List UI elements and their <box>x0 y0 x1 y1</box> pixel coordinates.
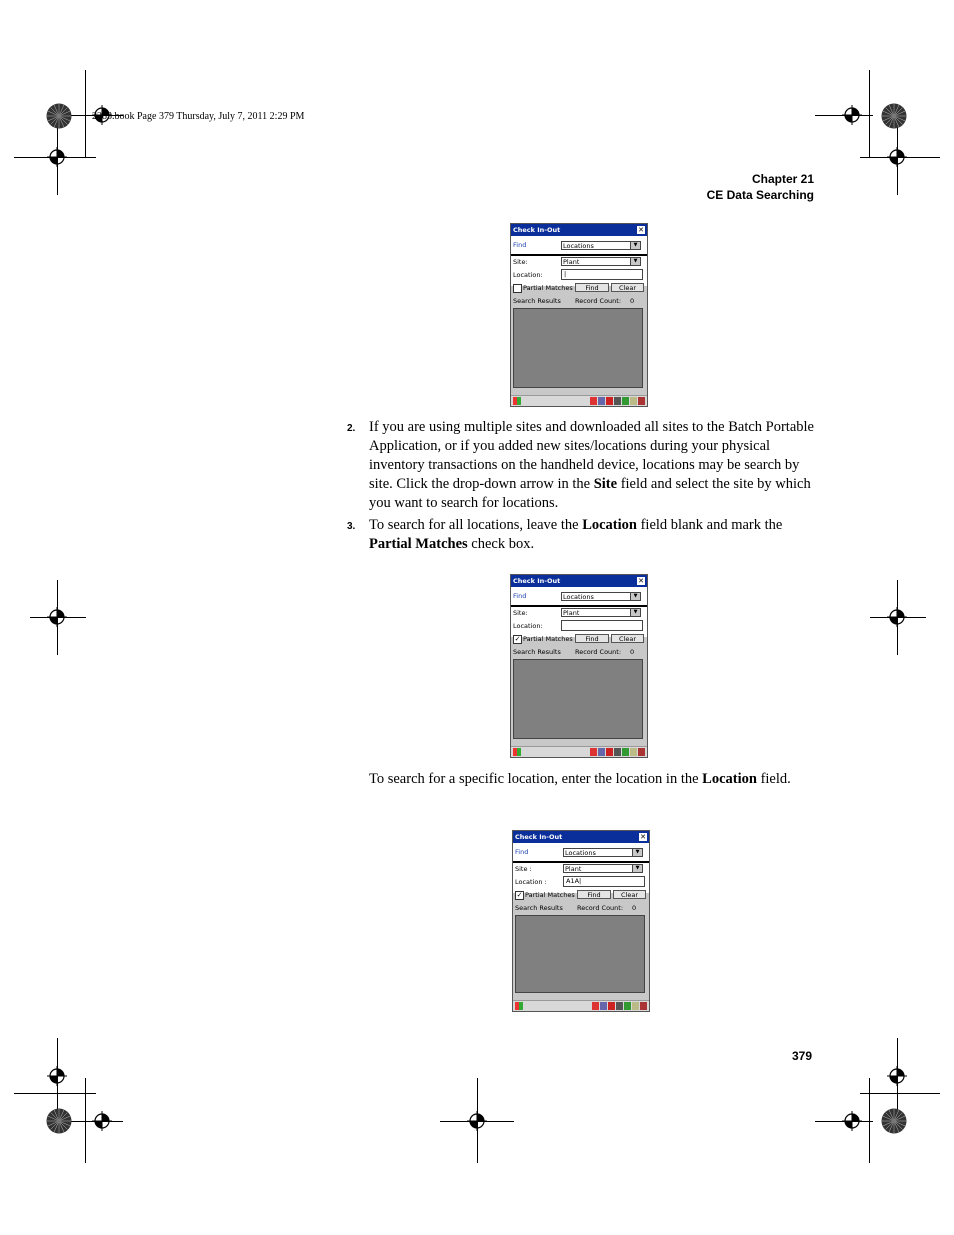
location-field[interactable]: A1A| <box>563 876 645 887</box>
partial-matches-checkbox[interactable]: ✓ <box>516 891 523 899</box>
window-title: Check In-Out <box>513 577 561 585</box>
site-label: Site: <box>513 258 528 266</box>
status-icon[interactable] <box>624 1002 631 1010</box>
find-label: Find <box>513 241 527 249</box>
site-dropdown[interactable]: Plant ▼ <box>561 257 641 266</box>
find-button[interactable]: Find <box>575 634 609 643</box>
bold-term: Location <box>702 771 757 787</box>
registration-mark-icon <box>887 147 907 167</box>
window-titlebar <box>513 831 649 843</box>
sync-icon[interactable] <box>614 397 621 405</box>
location-label: Location: <box>513 622 543 630</box>
record-count-value: 0 <box>630 297 635 305</box>
close-icon[interactable]: ✕ <box>638 226 644 234</box>
registration-mark-icon <box>887 607 907 627</box>
location-field[interactable]: | <box>561 269 643 280</box>
device-screenshot <box>512 830 650 1012</box>
signal-icon[interactable] <box>608 1002 615 1010</box>
search-results-list[interactable] <box>513 308 643 388</box>
record-count-label: Record Count: <box>577 904 624 912</box>
divider <box>513 861 649 863</box>
battery-icon[interactable] <box>590 397 597 405</box>
registration-mark-icon <box>887 1066 907 1086</box>
record-count-value: 0 <box>632 904 637 912</box>
search-results-label: Search Results <box>515 904 563 912</box>
registration-mark-icon <box>842 1111 862 1131</box>
bold-term: Partial Matches <box>369 536 468 552</box>
status-icon[interactable] <box>622 748 629 756</box>
window-title: Check In-Out <box>515 833 563 841</box>
location-label: Location: <box>513 271 543 279</box>
dropdown-arrow-icon[interactable]: ▼ <box>632 849 642 856</box>
search-results-label: Search Results <box>513 648 561 656</box>
record-count-value: 0 <box>630 648 635 656</box>
pen-icon[interactable] <box>640 1002 647 1010</box>
device-screenshot <box>510 223 648 407</box>
print-slug: 2283.book Page 379 Thursday, July 7, 2011 2:29 PM <box>92 111 305 122</box>
registration-mark-icon <box>842 105 862 125</box>
find-label: Find <box>515 848 529 856</box>
registration-mark-icon <box>47 607 67 627</box>
step-number: 3. <box>347 521 356 532</box>
system-tray <box>590 748 645 756</box>
site-dropdown[interactable]: Plant ▼ <box>563 864 643 873</box>
sync-icon[interactable] <box>616 1002 623 1010</box>
partial-matches-label: Partial Matches <box>523 635 573 643</box>
system-tray <box>590 397 645 405</box>
color-bar-burst-icon <box>46 103 72 129</box>
registration-mark-icon <box>47 1066 67 1086</box>
window-title: Check In-Out <box>513 226 561 234</box>
window-titlebar <box>511 575 647 587</box>
clear-button[interactable]: Clear <box>611 634 644 643</box>
find-type-dropdown[interactable]: Locations ▼ <box>561 241 641 250</box>
start-menu-icon[interactable] <box>513 397 521 405</box>
close-icon[interactable]: ✕ <box>640 833 646 841</box>
battery-icon[interactable] <box>590 748 597 756</box>
signal-icon[interactable] <box>606 748 613 756</box>
registration-mark-icon <box>92 1111 112 1131</box>
location-label: Location : <box>515 878 547 886</box>
registration-mark-icon <box>467 1111 487 1131</box>
site-label: Site: <box>513 609 528 617</box>
start-menu-icon[interactable] <box>513 748 521 756</box>
partial-matches-checkbox[interactable] <box>513 284 522 293</box>
site-dropdown[interactable]: Plant ▼ <box>561 608 641 617</box>
system-tray <box>592 1002 647 1010</box>
dropdown-arrow-icon[interactable]: ▼ <box>630 593 640 600</box>
location-field[interactable] <box>561 620 643 631</box>
taskbar <box>511 746 647 757</box>
note-text: To search for a specific location, enter the location in the Location field. <box>369 771 791 787</box>
taskbar <box>511 395 647 406</box>
signal-icon[interactable] <box>606 397 613 405</box>
network-icon[interactable] <box>600 1002 607 1010</box>
volume-icon[interactable] <box>632 1002 639 1010</box>
divider <box>511 254 647 256</box>
bold-term: Site <box>593 476 618 492</box>
volume-icon[interactable] <box>630 397 637 405</box>
close-icon[interactable]: ✕ <box>638 577 644 585</box>
step-text: If you are using multiple sites and downloaded all sites to the Batch Portable Application, or if you added new sites/locations during your physical inventory transactions on the handheld device, locations may be search by site. Click the drop-down arrow in the Site field and select the site by which you want to search for locations. <box>369 419 814 511</box>
registration-mark-icon <box>47 147 67 167</box>
battery-icon[interactable] <box>592 1002 599 1010</box>
page-number: 379 <box>792 1049 813 1063</box>
find-button[interactable]: Find <box>575 283 609 292</box>
dropdown-arrow-icon[interactable]: ▼ <box>630 258 640 265</box>
dropdown-arrow-icon[interactable]: ▼ <box>630 609 640 616</box>
device-screenshot <box>510 574 648 758</box>
search-results-list[interactable] <box>513 659 643 739</box>
site-label: Site : <box>515 865 532 873</box>
bold-term: Location <box>582 517 637 533</box>
sync-icon[interactable] <box>614 748 621 756</box>
find-type-dropdown[interactable]: Locations ▼ <box>563 848 643 857</box>
status-icon[interactable] <box>622 397 629 405</box>
step-text: To search for all locations, leave the Location field blank and mark the Partial Matches check box. <box>369 517 783 552</box>
record-count-label: Record Count: <box>575 648 622 656</box>
color-bar-burst-icon <box>46 1108 72 1134</box>
dropdown-arrow-icon[interactable]: ▼ <box>630 242 640 249</box>
dropdown-arrow-icon[interactable]: ▼ <box>632 865 642 872</box>
step-number: 2. <box>347 423 356 434</box>
window-titlebar <box>511 224 647 236</box>
partial-matches-label: Partial Matches <box>523 284 573 292</box>
search-results-list[interactable] <box>515 915 645 993</box>
start-menu-icon[interactable] <box>515 1002 523 1010</box>
color-bar-burst-icon <box>881 1108 907 1134</box>
clear-button[interactable]: Clear <box>613 890 646 899</box>
clear-button[interactable]: Clear <box>611 283 644 292</box>
network-icon[interactable] <box>598 748 605 756</box>
pen-icon[interactable] <box>638 397 645 405</box>
find-button[interactable]: Find <box>577 890 611 899</box>
find-label: Find <box>513 592 527 600</box>
search-results-label: Search Results <box>513 297 561 305</box>
record-count-label: Record Count: <box>575 297 622 305</box>
find-type-dropdown[interactable]: Locations ▼ <box>561 592 641 601</box>
partial-matches-checkbox[interactable]: ✓ <box>514 635 521 643</box>
partial-matches-label: Partial Matches <box>525 891 575 899</box>
color-bar-burst-icon <box>881 103 907 129</box>
divider <box>511 605 647 607</box>
network-icon[interactable] <box>598 397 605 405</box>
running-head-chapter: Chapter 21 <box>751 172 814 186</box>
pen-icon[interactable] <box>638 748 645 756</box>
volume-icon[interactable] <box>630 748 637 756</box>
running-head-title: CE Data Searching <box>706 188 814 202</box>
taskbar <box>513 1000 649 1011</box>
